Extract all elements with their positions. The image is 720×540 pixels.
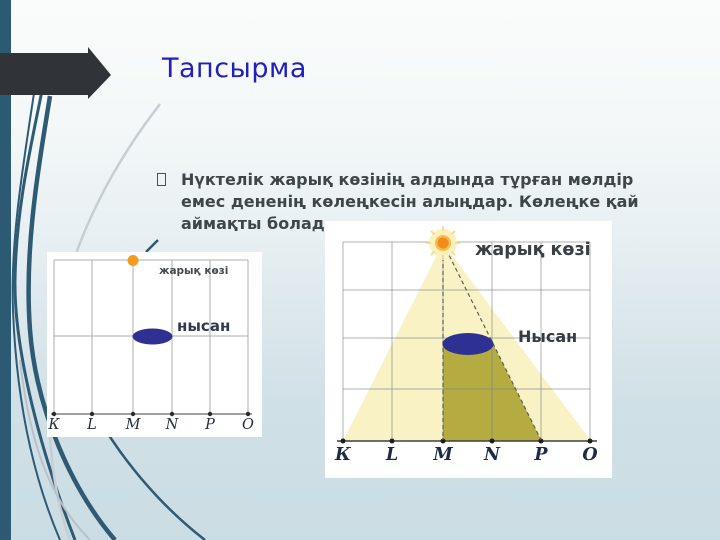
axis-letter-k: К <box>48 417 60 433</box>
arrow-icon <box>0 0 130 120</box>
axis-letter-p: P <box>534 445 548 465</box>
object-ellipse <box>443 333 494 355</box>
axis-letter-k: К <box>335 445 351 465</box>
axis-letter-p: P <box>205 417 215 433</box>
axis-letter-m: M <box>125 417 141 433</box>
object-ellipse <box>133 329 173 345</box>
axis-letter-o: O <box>242 417 254 433</box>
bullet-marker-icon <box>157 173 166 186</box>
diagram-small <box>47 252 262 437</box>
light-source-dot <box>128 255 139 266</box>
light-source-label: жарық көзі <box>159 265 229 277</box>
axis-letter-l: L <box>87 417 97 433</box>
axis-letter-o: O <box>582 445 598 465</box>
light-source-label: жарық көзі <box>475 240 591 260</box>
axis-letter-n: N <box>484 445 500 465</box>
axis-letter-l: L <box>385 445 399 465</box>
diagram-large <box>325 221 612 478</box>
axis-letter-m: M <box>433 445 453 465</box>
page-title: Тапсырма <box>162 53 307 84</box>
bullet-line-2: емес дененің көлеңкесін алыңдар. Көлеңке қай <box>181 192 639 211</box>
sun-icon <box>426 226 460 260</box>
diagram-small-figure <box>47 252 262 437</box>
axis-letter-n: N <box>165 417 179 433</box>
object-label: нысан <box>177 317 231 335</box>
bullet-line-3: аймақты болад <box>181 214 325 233</box>
object-label: Нысан <box>518 327 578 346</box>
bullet-line-1: Нүктелік жарық көзінің алдында тұрған мөлдір <box>181 170 634 189</box>
